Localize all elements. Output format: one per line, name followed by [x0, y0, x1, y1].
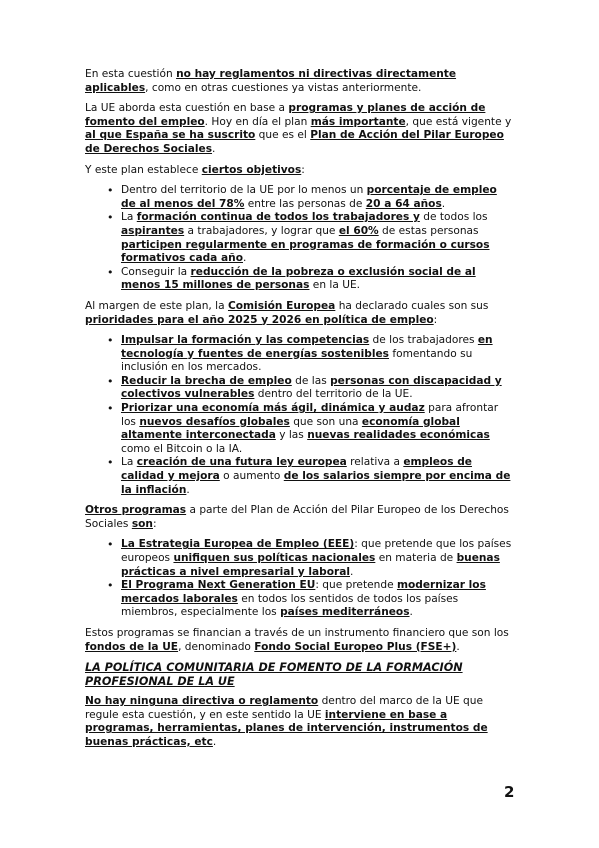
objectives-list [85, 184, 515, 293]
emphasis: aspirantes [121, 224, 185, 237]
programs-list [85, 538, 515, 620]
text: Al margen de este plan, la [85, 299, 228, 312]
emphasis: más importante [310, 115, 406, 128]
list-item [121, 211, 515, 265]
text: . [212, 735, 217, 748]
text: ha declarado cuales son sus [335, 299, 489, 312]
text: La [121, 211, 137, 224]
text: . [456, 640, 460, 653]
emphasis: países mediterráneos [280, 606, 410, 619]
text: de los trabajadores [369, 334, 478, 347]
text: que son una [289, 415, 362, 428]
emphasis: reducción de la pobreza o exclusión social de al menos 15 millones de personas [121, 265, 476, 292]
emphasis: El Programa Next Generation EU [121, 579, 316, 592]
emphasis: prioridades para el año 2025 y 2026 en política de empleo [85, 313, 434, 326]
text: entre las personas de [244, 197, 366, 210]
priorities-list [85, 334, 515, 497]
text: Conseguir la [121, 265, 191, 278]
text: : [152, 517, 157, 530]
text: a parte del Plan de Acción del Pilar Europeo de los Derechos Sociales [85, 504, 509, 530]
emphasis: al que España se ha suscrito [85, 129, 256, 142]
emphasis: de los salarios siempre por encima de la inflación [121, 470, 511, 496]
text: La [121, 456, 137, 469]
text: Estos programas se financian a través de un instrumento financiero que son los [85, 626, 509, 639]
text: dentro del marco de la UE que regule esta cuestión, y en este sentido la UE [85, 695, 483, 721]
text: , que está vigente y [405, 115, 512, 128]
emphasis: La Estrategia Europea de Empleo (EEE) [121, 538, 355, 551]
emphasis: fondos de la UE [85, 640, 179, 653]
emphasis: 20 a 64 años [365, 197, 442, 210]
text: , como en otras cuestiones ya vistas anteriormente. [145, 81, 422, 94]
paragraph-intro [85, 68, 515, 95]
list-item [121, 402, 515, 456]
list-item [121, 266, 515, 293]
emphasis: ciertos objetivos [201, 163, 302, 176]
text: Y este plan establece [85, 163, 202, 176]
emphasis: buenas prácticas a nivel empresarial y laboral [121, 552, 500, 578]
text: en todos los sentidos de todos los países miembros, especialmente los [121, 592, 459, 619]
text: como el Bitcoin o la IA. [121, 442, 243, 455]
list-item [121, 375, 515, 402]
emphasis: en tecnología y fuentes de energías sostenibles [121, 334, 493, 360]
emphasis: Plan de Acción del Pilar Europeo de Derechos Sociales [85, 129, 504, 155]
text: de las [291, 374, 331, 387]
list-item [121, 538, 515, 579]
text: : [301, 163, 305, 176]
text: Dentro del territorio de la UE por lo menos un [121, 184, 367, 197]
text: : que pretende que los países europeos [121, 538, 512, 564]
emphasis: Impulsar la formación y las competencias [121, 334, 370, 347]
text: de estas personas [378, 224, 479, 237]
text: en la UE. [309, 279, 361, 292]
emphasis: participen regularmente en programas de formación o cursos formativos cada año [121, 238, 490, 265]
list-item [121, 456, 515, 497]
text: . [212, 142, 216, 155]
document-body [85, 68, 515, 757]
text: para afrontar los [121, 402, 499, 428]
text: . [350, 565, 354, 578]
paragraph-other-programs [85, 504, 515, 531]
emphasis: Fondo Social Europeo Plus (FSE+) [254, 640, 457, 653]
list-item [121, 184, 515, 211]
emphasis: nuevas realidades económicas [307, 429, 490, 442]
text: relativa a [346, 456, 404, 469]
page-number: 2 [504, 783, 515, 801]
list-item [121, 579, 515, 620]
paragraph-priorities-intro [85, 300, 515, 327]
text: La UE aborda esta cuestión en base a [85, 102, 289, 115]
paragraph-objectives-intro [85, 164, 515, 178]
text: . [243, 252, 247, 265]
text: . [409, 606, 413, 619]
list-item [121, 334, 515, 375]
emphasis: el 60% [338, 224, 379, 237]
emphasis: personas con discapacidad y colectivos vulnerables [121, 374, 502, 401]
emphasis: nuevos desafíos globales [139, 415, 290, 428]
emphasis: Reducir la brecha de empleo [121, 374, 292, 387]
text: que es el [255, 129, 311, 142]
emphasis: No hay ninguna directiva o reglamento [85, 695, 319, 708]
paragraph-funding [85, 627, 515, 654]
emphasis: son [131, 517, 153, 530]
emphasis: Comisión Europea [227, 299, 336, 312]
text: , denominado [178, 640, 255, 653]
text: a trabajadores, y lograr que [184, 224, 339, 237]
emphasis: porcentaje de empleo de al menos del 78% [121, 184, 497, 210]
paragraph-training [85, 695, 515, 749]
text: de todos los [419, 211, 488, 224]
emphasis: programas y planes de acción de fomento del empleo [85, 102, 486, 128]
emphasis: Priorizar una economía más ágil, dinámica y audaz [121, 402, 425, 415]
text: y las [275, 429, 308, 442]
emphasis: no hay reglamentos ni directivas directamente aplicables [85, 68, 457, 94]
emphasis: unifiquen sus políticas nacionales [173, 552, 376, 564]
text: o aumento [219, 470, 284, 483]
text: : que pretende [315, 579, 397, 592]
emphasis: formación continua de todos los trabajadores y [136, 211, 420, 224]
emphasis: interviene en base a programas, herramientas, planes de intervención, instrumentos de buenas prácticas, etc [85, 708, 488, 748]
text: . [186, 483, 190, 496]
text: en materia de [375, 552, 457, 564]
emphasis: empleos de calidad y mejora [121, 456, 472, 483]
emphasis: Otros programas [85, 504, 187, 517]
text: : [433, 313, 438, 326]
section-heading: LA POLÍTICA COMUNITARIA DE FOMENTO DE LA FORMACIÓN PROFESIONAL DE LA UE [85, 661, 463, 689]
text: dentro del territorio de la UE. [254, 388, 413, 401]
text: . Hoy en día el plan [204, 115, 311, 128]
text: En esta cuestión [85, 68, 177, 80]
emphasis: economía global altamente interconectada [121, 415, 460, 442]
emphasis: modernizar los mercados laborales [121, 579, 486, 605]
text: fomentando su inclusión en los mercados. [121, 347, 473, 374]
emphasis: creación de una futura ley europea [136, 456, 347, 469]
text: . [441, 197, 446, 210]
paragraph-plan [85, 102, 515, 156]
